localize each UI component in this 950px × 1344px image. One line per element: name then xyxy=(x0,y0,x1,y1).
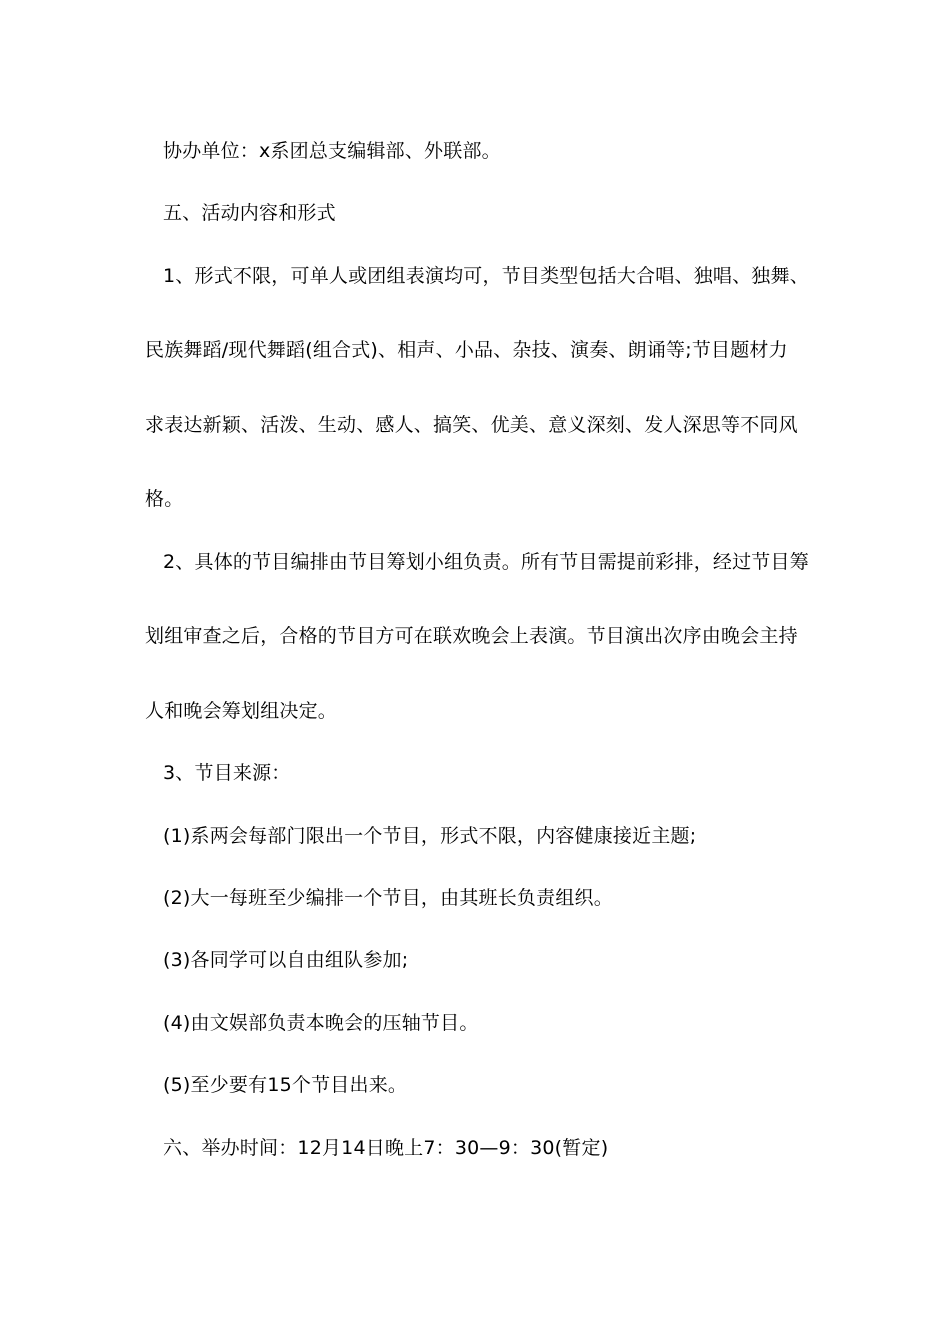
item-2-line-3: 人和晚会筹划组决定。 xyxy=(145,700,338,722)
source-item-5: (5)至少要有15个节目出来。 xyxy=(163,1074,408,1096)
item-3-heading: 3、节目来源： xyxy=(163,762,291,784)
section-six-time: 六、举办时间：12月14日晚上7：30—9：30(暂定) xyxy=(163,1137,609,1159)
source-item-2: (2)大一每班至少编排一个节目，由其班长负责组织。 xyxy=(163,887,613,909)
item-1-line-3: 求表达新颖、活泼、生动、感人、搞笑、优美、意义深刻、发人深思等不同风 xyxy=(145,414,798,436)
item-1-line-2: 民族舞蹈/现代舞蹈(组合式)、相声、小品、杂技、演奏、朗诵等;节目题材力 xyxy=(145,339,788,361)
source-item-1: (1)系两会每部门限出一个节目，形式不限，内容健康接近主题; xyxy=(163,825,697,847)
source-item-3: (3)各同学可以自由组队参加; xyxy=(163,949,409,971)
section-five-heading: 五、活动内容和形式 xyxy=(163,202,336,224)
item-1-line-4: 格。 xyxy=(145,488,184,510)
item-1-line-1: 1、形式不限，可单人或团组表演均可，节目类型包括大合唱、独唱、独舞、 xyxy=(163,265,809,287)
item-2-line-1: 2、具体的节目编排由节目筹划小组负责。所有节目需提前彩排，经过节目筹 xyxy=(163,551,809,573)
item-2-line-2: 划组审查之后，合格的节目方可在联欢晚会上表演。节目演出次序由晚会主持 xyxy=(145,625,798,647)
source-item-4: (4)由文娱部负责本晚会的压轴节目。 xyxy=(163,1012,479,1034)
co-organizer-line: 协办单位：x系团总支编辑部、外联部。 xyxy=(163,140,501,162)
